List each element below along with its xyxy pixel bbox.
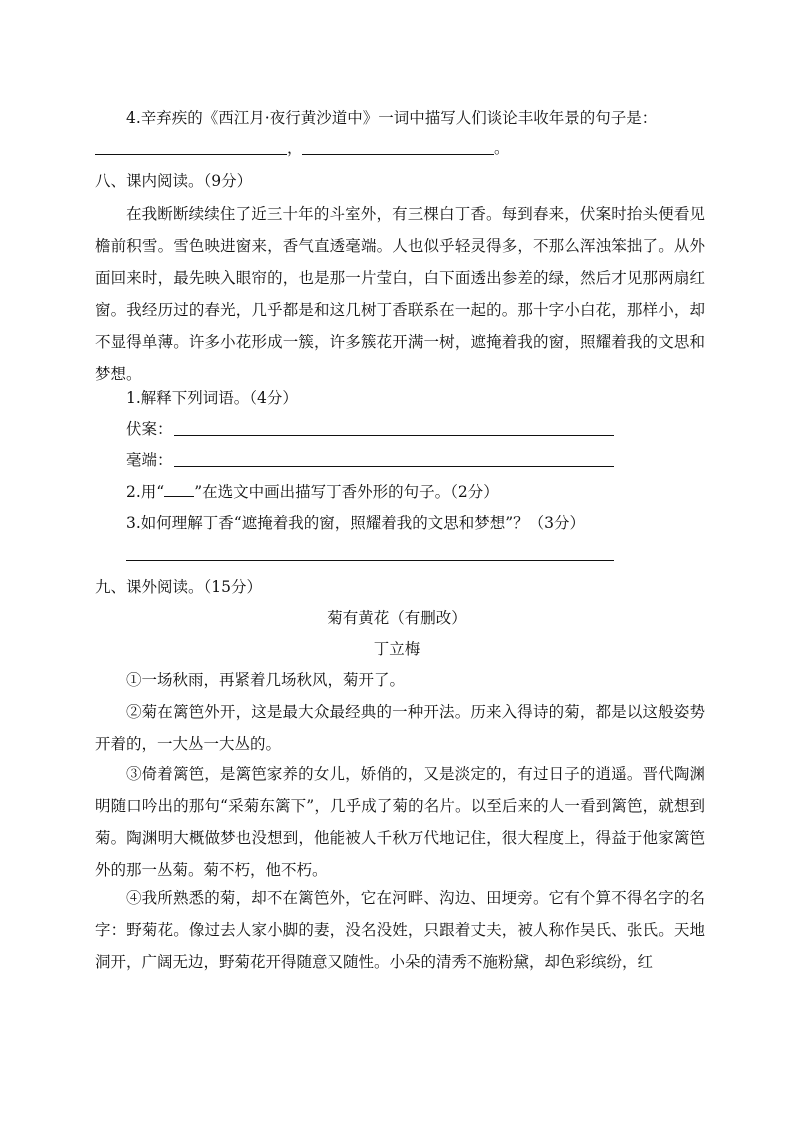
answer-blank-fuan[interactable]: [174, 435, 614, 436]
underline-sample: [164, 482, 194, 497]
q4-comma: ，: [287, 139, 303, 157]
q2-prefix: 2.用“: [126, 483, 165, 501]
section-9-title: 九、课外阅读。（15分）: [95, 578, 262, 596]
question-4-text: 4.辛弃疾的《西江月·夜行黄沙道中》一词中描写人们谈论丰收年景的句子是：: [126, 109, 658, 127]
answer-blank-2[interactable]: [302, 154, 494, 155]
answer-blank-1[interactable]: [95, 154, 287, 155]
word-label-fuan: 伏案：: [126, 420, 173, 438]
paragraph-2: ②菊在篱笆外开，这是最大众最经典的一种开法。历来入得诗的菊，都是以这般姿势开着的，一大丛一大丛的。: [95, 703, 705, 753]
answer-blank-haoduan[interactable]: [174, 466, 614, 467]
section-8-q1: 1.解释下列词语。（4分）: [126, 389, 298, 407]
section-8-title: 八、课内阅读。（9分）: [95, 172, 253, 190]
word-label-haoduan: 毫端：: [126, 451, 173, 469]
article-author: 丁立梅: [373, 640, 421, 658]
paragraph-4: ④我所熟悉的菊，却不在篱笆外，它在河畔、沟边、田埂旁。它有个算不得名字的名字：野菊花。像过去人家小脚的妻，没名没姓，只跟着丈夫，被人称作吴氏、张氏。天地洞开，广阔无边，野菊花开得随意又随性。小朵的清秀不施粉黛，却色彩缤纷，红: [95, 889, 705, 971]
section-8-q3: 3.如何理解丁香“遮掩着我的窗，照耀着我的文思和梦想”？（3分）: [126, 514, 586, 532]
answer-blank-q3[interactable]: [126, 560, 614, 561]
paragraph-3: ③倚着篱笆，是篱笆家养的女儿，娇俏的，又是淡定的，有过日子的逍遥。晋代陶渊明随口吟出的那句“采菊东篱下”，几乎成了菊的名片。以至后来的人一看到篱笆，就想到菊。陶渊明大概做梦也没想到，他能被人千秋万代地记住，很大程度上，得益于他家篱笆外的那一丛菊。菊不朽，他不朽。: [95, 765, 705, 879]
section-8-passage: 在我断断续续住了近三十年的斗室外，有三棵白丁香。每到春来，伏案时抬头便看见檐前积雪。雪色映进窗来，香气直透毫端。人也似乎轻灵得多，不那么浑浊笨拙了。从外面回来时，最先映入眼帘的，也是那一片莹白，白下面透出参差的绿，然后才见那两扇红窗。我经历过的春光，几乎都是和这几树丁香联系在一起的。那十字小白花，那样小，却不显得单薄。许多小花形成一簇，许多簇花开满一树，遮掩着我的窗，照耀着我的文思和梦想。: [95, 205, 705, 383]
section-8-q2: [126, 482, 499, 502]
paragraph-1: ①一场秋雨，再紧着几场秋风，菊开了。: [126, 671, 406, 689]
q2-suffix: ”在选文中画出描写丁香外形的句子。（2分）: [194, 483, 499, 501]
article-title: 菊有黄花（有删改）: [327, 609, 467, 627]
q4-period: 。: [494, 139, 510, 157]
